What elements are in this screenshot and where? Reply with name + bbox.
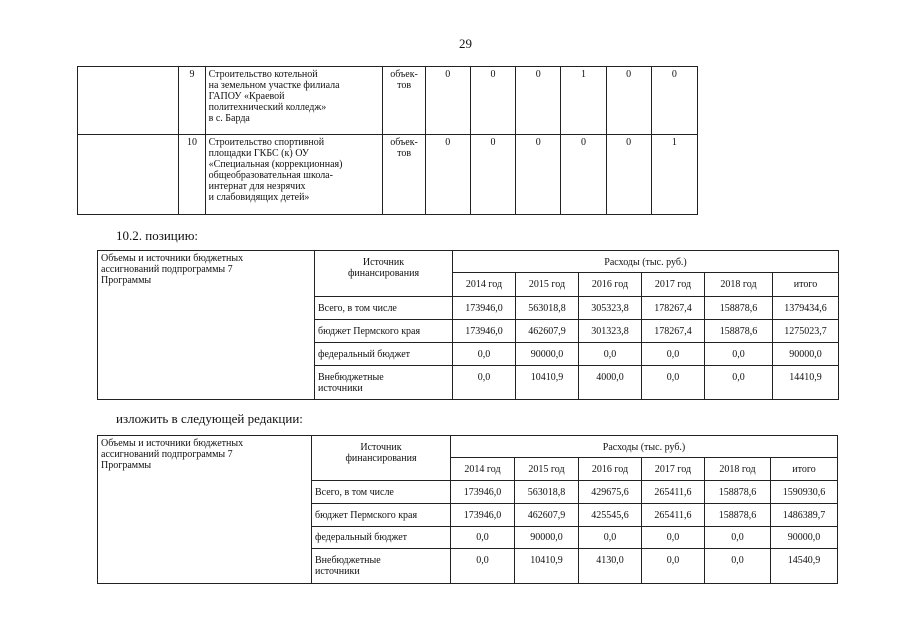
total-header: итого bbox=[771, 458, 838, 481]
value-cell: 0,0 bbox=[451, 549, 515, 584]
table-row bbox=[78, 135, 698, 215]
value-cell: 178267,4 bbox=[642, 320, 705, 343]
row-number: 9 bbox=[179, 67, 205, 135]
empty-cell bbox=[78, 67, 179, 135]
year-header: 2014 год bbox=[451, 458, 515, 481]
source-header bbox=[315, 251, 453, 297]
value-cell: 301323,8 bbox=[579, 320, 642, 343]
value-cell: 4130,0 bbox=[579, 549, 642, 584]
value-cell: 0,0 bbox=[453, 343, 516, 366]
year-header: 2017 год bbox=[642, 458, 705, 481]
year-header: 2016 год bbox=[579, 458, 642, 481]
text-line: объек- bbox=[390, 69, 418, 80]
value-cell: 1 bbox=[651, 135, 697, 215]
source-label: федеральный бюджет bbox=[312, 527, 451, 549]
value-cell: 462607,9 bbox=[516, 320, 579, 343]
value-cell: 178267,4 bbox=[642, 297, 705, 320]
value-cell: 0,0 bbox=[642, 366, 705, 400]
value-cell: 0,0 bbox=[453, 366, 516, 400]
value-cell: 429675,6 bbox=[579, 481, 642, 504]
value-cell: 0,0 bbox=[705, 549, 771, 584]
text-line: Строительство котельной bbox=[208, 69, 318, 80]
text-line: Внебюджетные bbox=[315, 555, 381, 566]
objects-table bbox=[77, 66, 698, 215]
value-cell: 1275023,7 bbox=[773, 320, 839, 343]
page-number: 29 bbox=[459, 36, 472, 51]
source-label: федеральный бюджет bbox=[315, 343, 453, 366]
header-row bbox=[98, 436, 838, 458]
year-header: 2018 год bbox=[705, 458, 771, 481]
value-cell: 425545,6 bbox=[579, 504, 642, 527]
empty-cell bbox=[78, 135, 179, 215]
value-cell: 265411,6 bbox=[642, 481, 705, 504]
heading-new-edition: изложить в следующей редакции: bbox=[116, 411, 303, 426]
value-cell: 158878,6 bbox=[705, 320, 773, 343]
text-line: тов bbox=[397, 148, 412, 159]
source-label: Всего, в том числе bbox=[312, 481, 451, 504]
text-line: на земельном участке филиала bbox=[208, 80, 340, 91]
value-cell: 90000,0 bbox=[516, 343, 579, 366]
text-line: и слабовидящих детей» bbox=[208, 192, 310, 203]
value-cell: 90000,0 bbox=[773, 343, 839, 366]
value-cell: 305323,8 bbox=[579, 297, 642, 320]
text-line: финансирования bbox=[345, 453, 417, 464]
source-label bbox=[315, 366, 453, 400]
value-cell: 0,0 bbox=[642, 343, 705, 366]
text-line: Строительство спортивной bbox=[208, 137, 325, 148]
value-cell: 0,0 bbox=[705, 366, 773, 400]
value-cell: 0,0 bbox=[451, 527, 515, 549]
value-cell: 0 bbox=[425, 135, 470, 215]
value-cell: 158878,6 bbox=[705, 504, 771, 527]
text-line: Программы bbox=[101, 275, 152, 286]
section-label bbox=[98, 251, 315, 400]
value-cell: 0 bbox=[516, 135, 561, 215]
year-header: 2018 год bbox=[705, 273, 773, 297]
unit-cell bbox=[383, 135, 425, 215]
text-line: Объемы и источники бюджетных bbox=[101, 438, 244, 449]
value-cell: 1486389,7 bbox=[771, 504, 838, 527]
text-line: ассигнований подпрограммы 7 bbox=[101, 449, 233, 460]
object-name bbox=[205, 135, 383, 215]
year-header: 2016 год bbox=[579, 273, 642, 297]
text-line: Источник bbox=[360, 442, 402, 453]
value-cell: 0 bbox=[470, 135, 515, 215]
source-header bbox=[312, 436, 451, 481]
text-line: интернат для незрячих bbox=[208, 181, 306, 192]
value-cell: 0,0 bbox=[579, 343, 642, 366]
value-cell: 462607,9 bbox=[515, 504, 579, 527]
text-line: площадки ГКБС (к) ОУ bbox=[208, 148, 309, 159]
value-cell: 0 bbox=[606, 67, 651, 135]
value-cell: 173946,0 bbox=[451, 481, 515, 504]
text-line: источники bbox=[315, 566, 360, 577]
text-line: Внебюджетные bbox=[318, 372, 384, 383]
value-cell: 0,0 bbox=[642, 549, 705, 584]
value-cell: 1379434,6 bbox=[773, 297, 839, 320]
funding-table-old bbox=[97, 250, 839, 400]
unit-cell bbox=[383, 67, 425, 135]
value-cell: 265411,6 bbox=[642, 504, 705, 527]
value-cell: 14410,9 bbox=[773, 366, 839, 400]
year-header: 2015 год bbox=[515, 458, 579, 481]
source-label bbox=[312, 549, 451, 584]
value-cell: 0 bbox=[606, 135, 651, 215]
value-cell: 563018,8 bbox=[515, 481, 579, 504]
text-line: «Специальная (коррекционная) bbox=[208, 159, 343, 170]
value-cell: 0 bbox=[470, 67, 515, 135]
value-cell: 0 bbox=[561, 135, 606, 215]
value-cell: 173946,0 bbox=[453, 320, 516, 343]
total-header: итого bbox=[773, 273, 839, 297]
object-name bbox=[205, 67, 383, 135]
value-cell: 0,0 bbox=[705, 527, 771, 549]
year-header: 2015 год bbox=[516, 273, 579, 297]
text-line: Программы bbox=[101, 460, 152, 471]
text-line: Источник bbox=[362, 257, 405, 268]
text-line: Объемы и источники бюджетных bbox=[101, 253, 244, 264]
text-line: источники bbox=[318, 383, 363, 394]
value-cell: 158878,6 bbox=[705, 481, 771, 504]
expenses-header: Расходы (тыс. руб.) bbox=[451, 436, 838, 458]
value-cell: 14540,9 bbox=[771, 549, 838, 584]
value-cell: 563018,8 bbox=[516, 297, 579, 320]
header-row bbox=[98, 251, 839, 273]
value-cell: 10410,9 bbox=[516, 366, 579, 400]
expenses-header: Расходы (тыс. руб.) bbox=[453, 251, 839, 273]
value-cell: 0 bbox=[516, 67, 561, 135]
source-label: бюджет Пермского края bbox=[315, 320, 453, 343]
value-cell: 0,0 bbox=[705, 343, 773, 366]
value-cell: 173946,0 bbox=[453, 297, 516, 320]
value-cell: 90000,0 bbox=[515, 527, 579, 549]
row-number: 10 bbox=[179, 135, 205, 215]
value-cell: 1 bbox=[561, 67, 606, 135]
value-cell: 0,0 bbox=[579, 527, 642, 549]
text-line: тов bbox=[397, 80, 412, 91]
value-cell: 0 bbox=[651, 67, 697, 135]
value-cell: 173946,0 bbox=[451, 504, 515, 527]
year-header: 2017 год bbox=[642, 273, 705, 297]
source-label: бюджет Пермского края bbox=[312, 504, 451, 527]
text-line: ГАПОУ «Краевой bbox=[208, 91, 285, 102]
year-header: 2014 год bbox=[453, 273, 516, 297]
value-cell: 4000,0 bbox=[579, 366, 642, 400]
text-line: финансирования bbox=[347, 268, 420, 279]
source-label: Всего, в том числе bbox=[315, 297, 453, 320]
value-cell: 158878,6 bbox=[705, 297, 773, 320]
value-cell: 90000,0 bbox=[771, 527, 838, 549]
funding-table-new bbox=[97, 435, 838, 584]
value-cell: 0 bbox=[425, 67, 470, 135]
table-row bbox=[78, 67, 698, 135]
text-line: в с. Барда bbox=[208, 113, 250, 124]
value-cell: 1590930,6 bbox=[771, 481, 838, 504]
heading-position: 10.2. позицию: bbox=[116, 228, 199, 243]
section-label bbox=[98, 436, 312, 584]
text-line: политехнический колледж» bbox=[208, 102, 327, 113]
text-line: ассигнований подпрограммы 7 bbox=[101, 264, 233, 275]
text-line: объек- bbox=[390, 137, 418, 148]
text-line: общеобразовательная школа- bbox=[208, 170, 333, 181]
value-cell: 10410,9 bbox=[515, 549, 579, 584]
value-cell: 0,0 bbox=[642, 527, 705, 549]
